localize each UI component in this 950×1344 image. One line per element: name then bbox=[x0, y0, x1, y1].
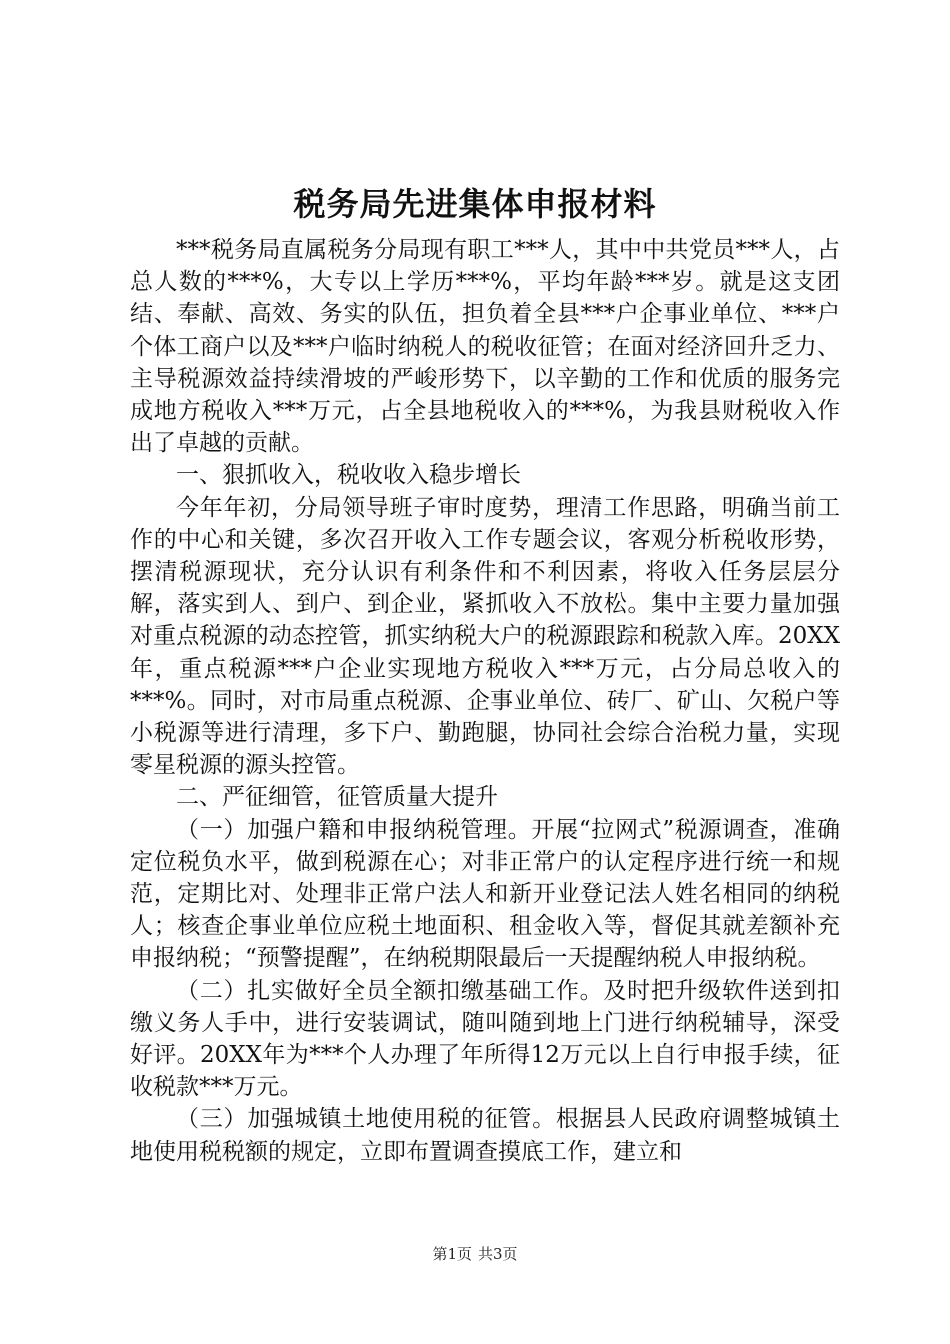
document-title: 税务局先进集体申报材料 bbox=[293, 185, 657, 223]
subsection-1-paragraph: （一）加强户籍和申报纳税管理。开展“拉网式”税源调查，准确定位税负水平，做到税源在心；对非正常户的认定程序进行统一和规范，定期比对、处理非正常户法人和新开业登记法人姓名相同的纳税人；核查企事业单位应税土地面积、租金收入等，督促其就差额补充申报纳税；“预警提醒”，在纳税期限最后一天提醒纳税人申报纳税。 bbox=[130, 816, 840, 972]
section-heading-1: 一、狠抓收入，税收收入稳步增长 bbox=[176, 462, 521, 489]
subsection-2-paragraph: （二）扎实做好全员全额扣缴基础工作。及时把升级软件送到扣缴义务人手中，进行安装调试，随叫随到地上门进行纳税辅导，深受好评。20XX年为***个人办理了年所得12万元以上自行申报手续，征收税款***万元。 bbox=[130, 977, 840, 1101]
page-total: 共3页 bbox=[478, 1245, 518, 1263]
page-footer bbox=[0, 1244, 950, 1264]
document-body bbox=[130, 234, 840, 1168]
intro-paragraph: ***税务局直属税务分局现有职工***人，其中中共党员***人，占总人数的***%，大专以上学历***%，平均年龄***岁。就是这支团结、奉献、高效、务实的队伍，担负着全县***户企事业单位、***户个体工商户以及***户临时纳税人的税收征管；在面对经济回升乏力、主导税源效益持续滑坡的严峻形势下，以辛勤的工作和优质的服务完成地方税收入***万元，占全县地税收入的***%，为我县财税收入作出了卓越的贡献。 bbox=[130, 237, 840, 457]
subsection-3-paragraph: （三）加强城镇土地使用税的征管。根据县人民政府调整城镇土地使用税税额的规定，立即布置调查摸底工作，建立和 bbox=[130, 1106, 840, 1165]
section-1-paragraph: 今年年初，分局领导班子审时度势，理清工作思路，明确当前工作的中心和关键，多次召开收入工作专题会议，客观分析税收形势，摆清税源现状，充分认识有利条件和不利因素，将收入任务层层分解，落实到人、到户、到企业，紧抓收入不放松。集中主要力量加强对重点税源的动态控管，抓实纳税大户的税源跟踪和税款入库。20XX年，重点税源***户企业实现地方税收入***万元，占分局总收入的***%。同时，对市局重点税源、企事业单位、砖厂、矿山、欠税户等小税源等进行清理，多下户、勤跑腿，协同社会综合治税力量，实现零星税源的源头控管。 bbox=[130, 494, 840, 779]
page-number: 第1页 bbox=[432, 1245, 472, 1263]
section-heading-2: 二、严征细管，征管质量大提升 bbox=[176, 784, 498, 811]
